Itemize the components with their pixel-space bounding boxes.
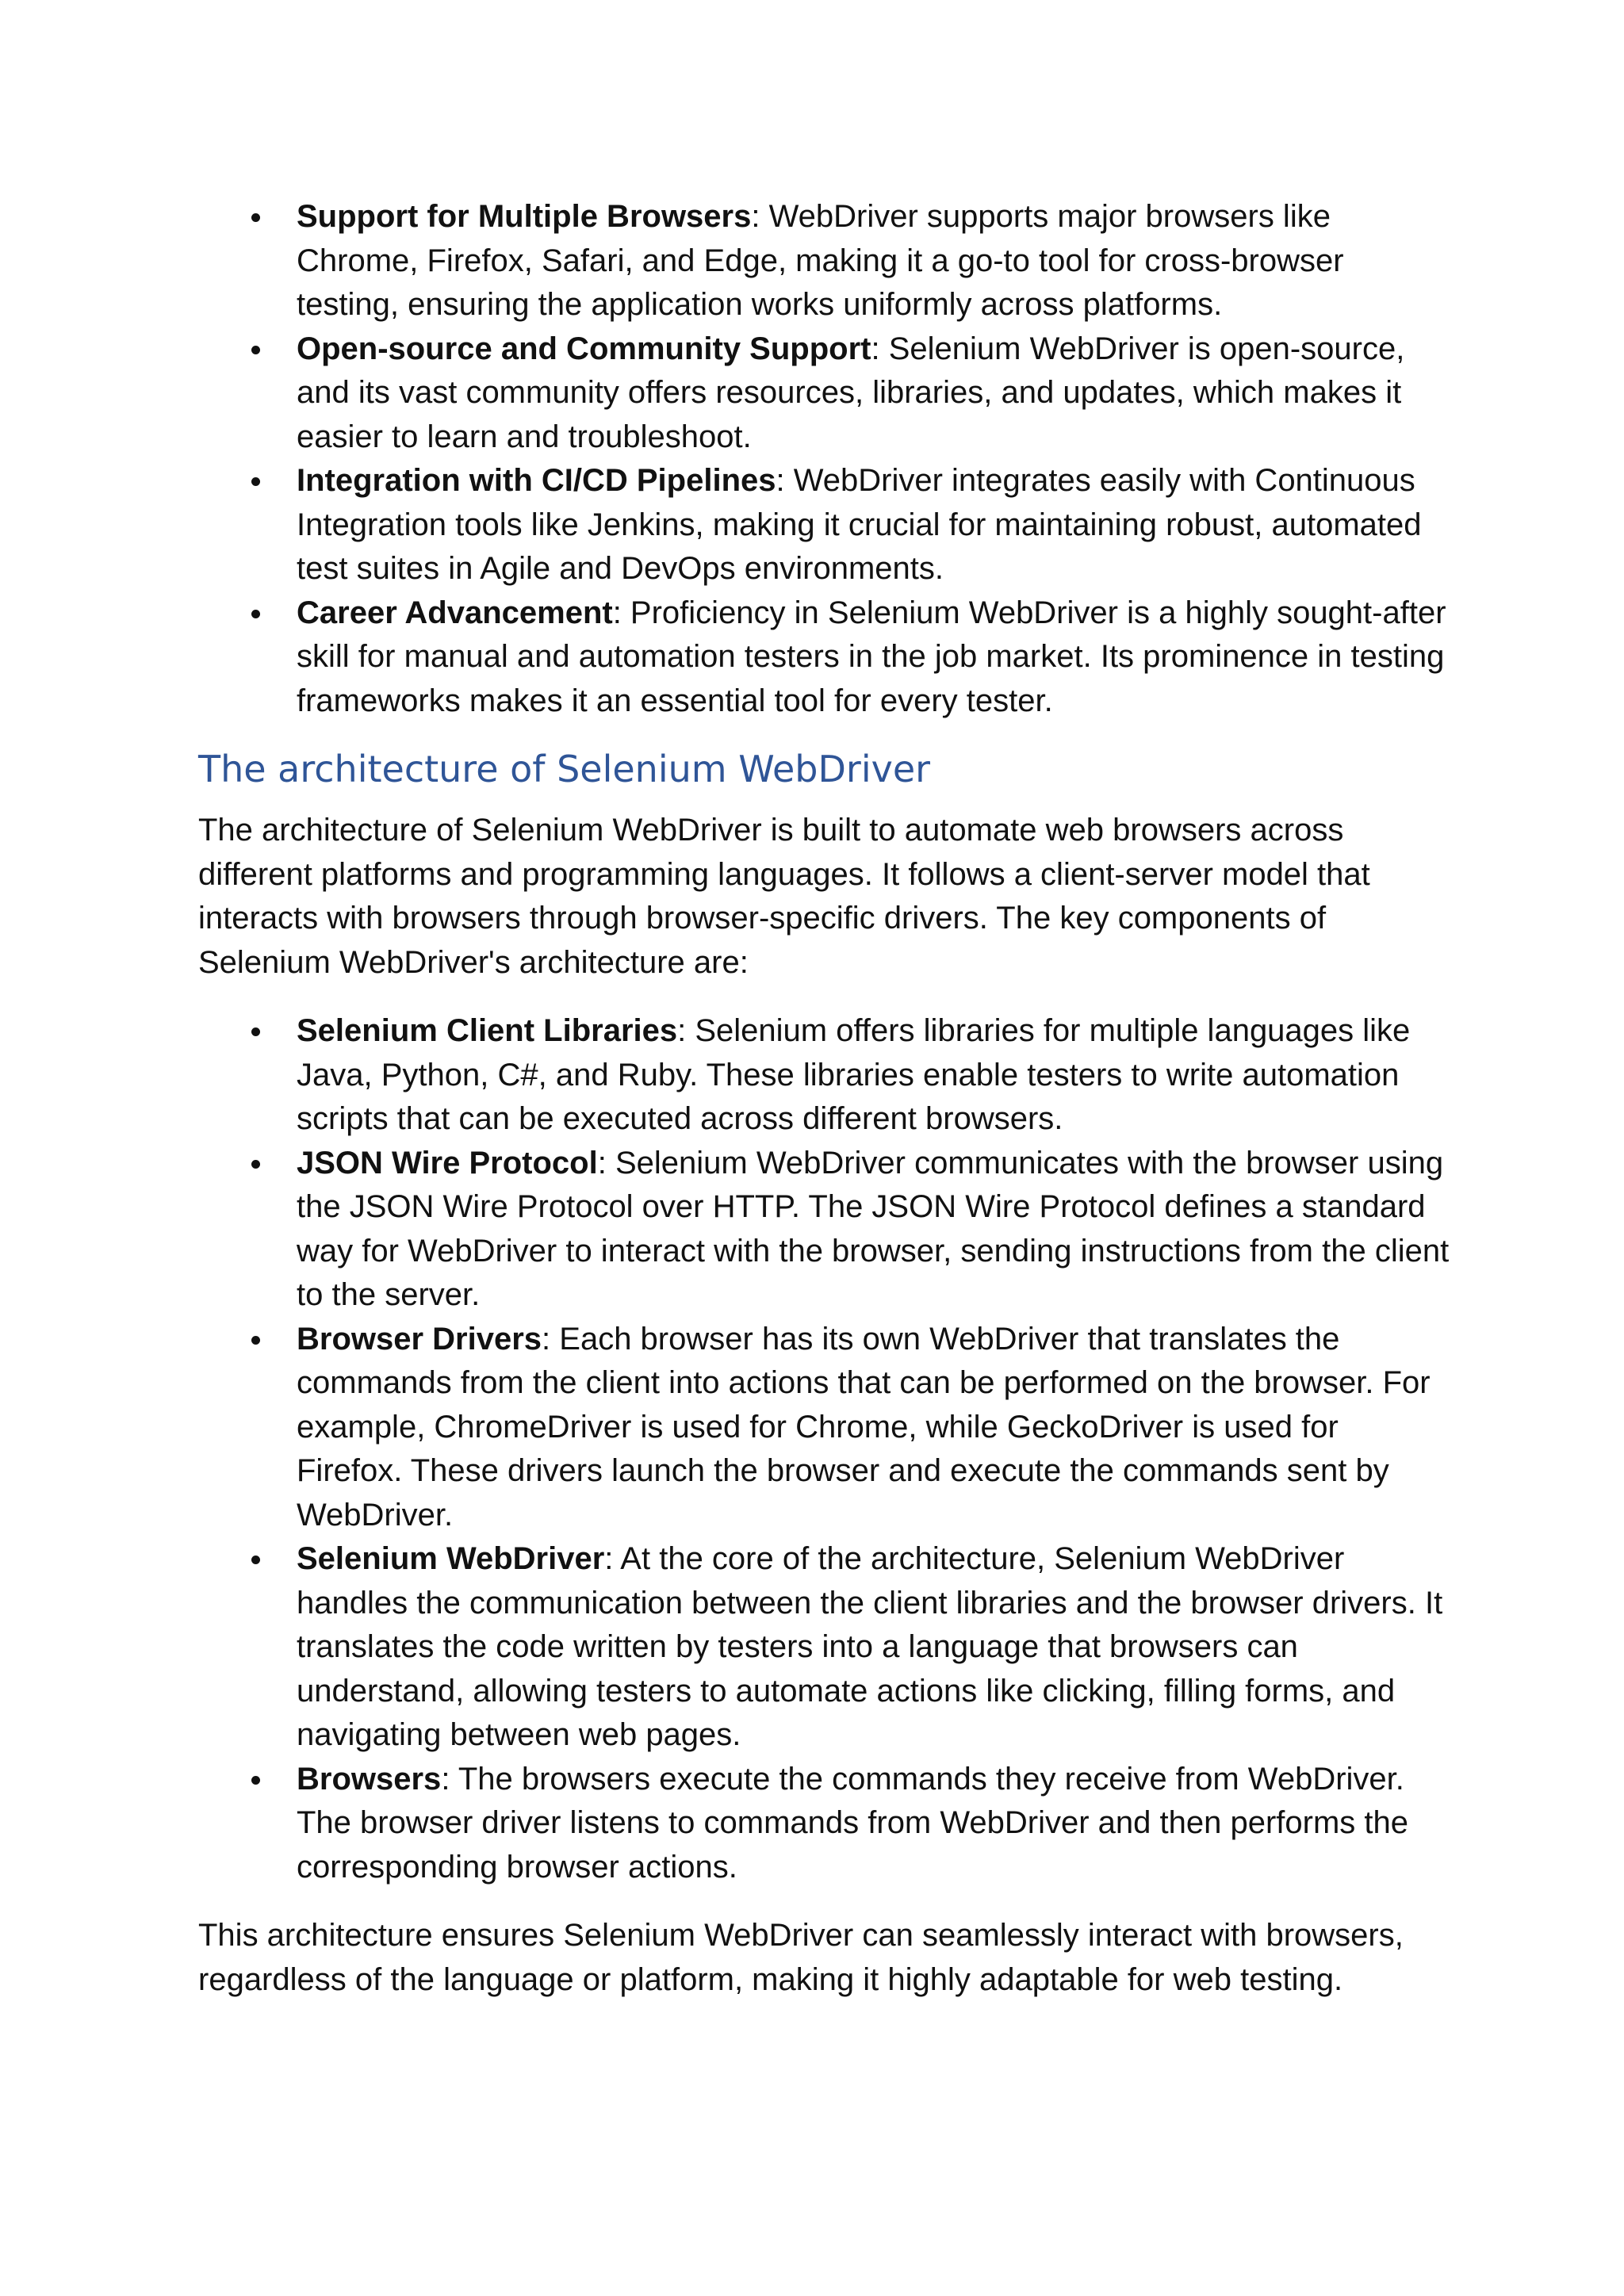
intro-paragraph: The architecture of Selenium WebDriver is built to automate web browsers across different platforms and programming languages. It follows a client-server model that interacts with browsers through browser-specific drivers. The key components of Selenium WebDriver's architecture are:	[198, 813, 1370, 980]
bullet-title: JSON Wire Protocol	[297, 1145, 598, 1181]
list-item	[198, 327, 1451, 460]
bullet-text: : Each browser has its own WebDriver that translates the commands from the client into actions that can be performed on the browser. For example, ChromeDriver is used for Chrome, while GeckoDriver is used for Firefox. These drivers launch the browser and execute the commands sent by WebDriver.	[297, 1321, 1431, 1533]
bullet-text: : WebDriver integrates easily with Continuous Integration tools like Jenkins, making it crucial for maintaining robust, automated test suites in Agile and DevOps environments.	[297, 463, 1422, 586]
bullet-icon	[251, 610, 260, 618]
bullet-title: Selenium Client Libraries	[297, 1013, 678, 1048]
bullet-text: : Selenium WebDriver communicates with the browser using the JSON Wire Protocol over HTTP. The JSON Wire Protocol defines a standard way for WebDriver to interact with the browser, sending instructions from the client to the server.	[297, 1145, 1450, 1312]
architecture-components-list	[198, 1009, 1451, 1889]
bullet-icon	[251, 213, 260, 222]
bullet-text: : At the core of the architecture, Selenium WebDriver handles the communication between the client libraries and the browser drivers. It translates the code written by testers into a language that browsers can understand, allowing testers to automate actions like clicking, filling forms, and navigating between web pages.	[297, 1541, 1443, 1752]
bullet-text: : Selenium WebDriver is open-source, and its vast community offers resources, libraries, and updates, which makes it easier to learn and troubleshoot.	[297, 331, 1405, 454]
bullet-title: Support for Multiple Browsers	[297, 199, 752, 234]
bullet-icon	[251, 1556, 260, 1564]
list-item	[198, 1318, 1451, 1538]
list-item	[198, 1009, 1451, 1142]
bullet-icon	[251, 1160, 260, 1169]
bullet-icon	[251, 1336, 260, 1345]
list-item	[198, 1142, 1451, 1318]
bullet-title: Open-source and Community Support	[297, 331, 871, 366]
bullet-title: Selenium WebDriver	[297, 1541, 605, 1576]
bullet-title: Career Advancement	[297, 595, 613, 630]
bullet-title: Browser Drivers	[297, 1321, 542, 1357]
section-heading: The architecture of Selenium WebDriver	[198, 748, 931, 790]
list-item	[198, 591, 1451, 724]
list-item	[198, 459, 1451, 591]
list-item	[198, 1758, 1451, 1890]
closing-paragraph: This architecture ensures Selenium WebDriver can seamlessly interact with browsers, regardless of the language or platform, making it highly adaptable for web testing.	[198, 1918, 1404, 1997]
bullet-text: : The browsers execute the commands they receive from WebDriver. The browser driver listens to commands from WebDriver and then performs the corresponding browser actions.	[297, 1761, 1409, 1885]
bullet-text: : Selenium offers libraries for multiple languages like Java, Python, C#, and Ruby. These libraries enable testers to write automation scripts that can be executed across different browsers.	[297, 1013, 1411, 1136]
benefits-list	[198, 195, 1451, 723]
bullet-icon	[251, 477, 260, 486]
list-item	[198, 1537, 1451, 1758]
list-item	[198, 195, 1451, 327]
bullet-icon	[251, 1027, 260, 1036]
bullet-title: Integration with CI/CD Pipelines	[297, 463, 776, 498]
bullet-text: : Proficiency in Selenium WebDriver is a highly sought-after skill for manual and automation testers in the job market. Its prominence in testing frameworks makes it an essential tool for every tester.	[297, 595, 1446, 718]
bullet-icon	[251, 346, 260, 354]
bullet-title: Browsers	[297, 1761, 442, 1797]
bullet-text: : WebDriver supports major browsers like Chrome, Firefox, Safari, and Edge, making it a go-to tool for cross-browser testing, ensuring the application works uniformly across platforms.	[297, 199, 1344, 322]
bullet-icon	[251, 1776, 260, 1785]
document-page	[198, 195, 1451, 2002]
